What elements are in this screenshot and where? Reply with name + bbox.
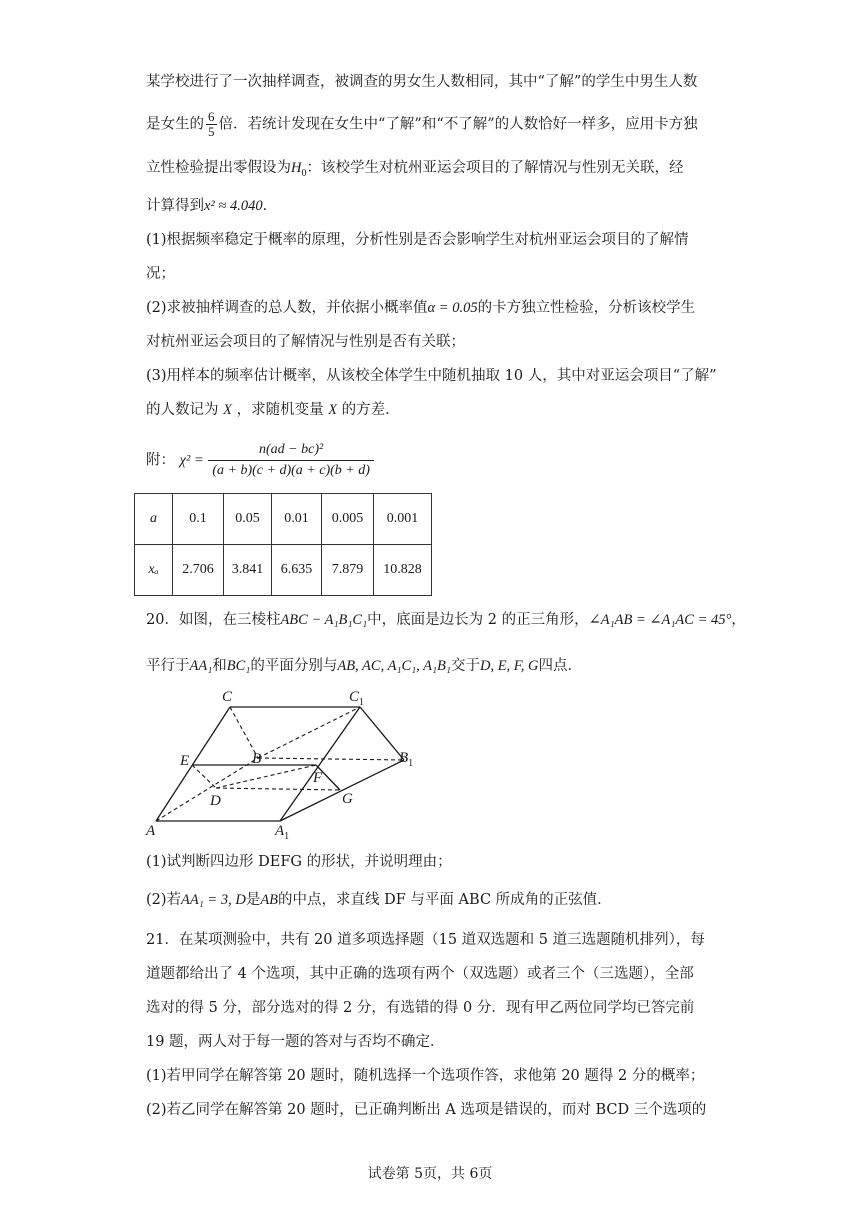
- q20-l1-post: ，: [731, 612, 746, 628]
- label-d: D: [210, 793, 221, 809]
- q19-part3-line2: [146, 400, 400, 420]
- q21-line2: 道题都给出了 4 个选项，其中正确的选项有两个（双选题）或者三个（三选题），全部: [146, 966, 694, 982]
- intro-l3-post: ：该校学生对杭州亚运会项目的了解情况与性别无关联，经: [306, 160, 684, 176]
- q19-part2-line1: [146, 298, 695, 318]
- q19-p3-mid: ，求随机变量: [236, 402, 324, 418]
- fraction-six-fifths: [206, 110, 217, 139]
- edge-e-d-hidden: [192, 765, 216, 788]
- label-g: G: [342, 791, 353, 807]
- q20-p2-pre: (2)若: [146, 892, 182, 908]
- table-head-xa: xₐ: [135, 545, 173, 596]
- table-cell: 0.001: [374, 494, 432, 545]
- q21-line3: 选对的得 5 分，部分选对的得 2 分，有选错的得 0 分．现有甲乙两位同学均已答完前: [146, 1000, 695, 1016]
- alpha-value: α = 0.05: [427, 300, 478, 316]
- point-list: D, E, F, G: [479, 658, 539, 674]
- label-b: B: [252, 751, 262, 767]
- intro-l2-pre: 是女生的: [146, 116, 204, 133]
- edge-b-b1-hidden: [258, 758, 404, 760]
- edge-aa1: AA₁: [189, 658, 213, 674]
- q19-p3-pre: 的人数记为: [146, 402, 219, 418]
- table-row: [135, 545, 432, 596]
- table-row: [135, 494, 432, 545]
- intro-line-3: [146, 158, 683, 184]
- q20-l2-post: 四点．: [538, 658, 583, 674]
- h0-symbol: [291, 160, 307, 179]
- table-head-a: a: [135, 494, 173, 545]
- var-x: X: [223, 402, 232, 418]
- edge-bc1: BC₁: [226, 658, 251, 674]
- intro-l4-post: ．: [262, 198, 278, 214]
- edge-c1-b1: [360, 707, 404, 760]
- table-cell: 0.005: [322, 494, 374, 545]
- formula-lhs: χ² =: [179, 452, 204, 469]
- intro-line-2: [146, 110, 698, 139]
- angle-condition: ∠A₁AB = ∠A₁AC = 45°: [588, 612, 732, 628]
- page-footer: 试卷第 5页，共 6页: [367, 1166, 493, 1182]
- intro-l4-pre: 计算得到: [146, 198, 204, 214]
- chi-value: x² ≈ 4.040: [204, 198, 263, 214]
- prism-name: ABC − A₁B₁C₁: [280, 612, 368, 628]
- q19-p3-post: 的方差．: [341, 402, 400, 418]
- table-cell: 10.828: [374, 545, 432, 596]
- table-cell: 0.01: [272, 494, 322, 545]
- label-a: A: [146, 823, 156, 839]
- q19-part2-line2: 对杭州亚运会项目的了解情况与性别是否有关联；: [146, 334, 465, 350]
- q20-p2-condition: AA₁ = 3, D: [181, 892, 246, 908]
- q19-p2-pre: (2)求被抽样调查的总人数，并依据小概率值: [146, 300, 428, 316]
- q19-part1-line2: 况；: [146, 266, 175, 282]
- table-cell: 2.706: [173, 545, 224, 596]
- q20-l2-and: 和: [212, 658, 227, 674]
- intro-l3-pre: 立性检验提出零假设为: [146, 160, 291, 176]
- q21-line4: 19 题，两人对于每一题的答对与否均不确定．: [146, 1034, 445, 1050]
- prism-figure: [140, 683, 430, 843]
- intro-line-1: 某学校进行了一次抽样调查，被调查的男女生人数相同，其中“了解”的学生中男生人数: [146, 74, 698, 90]
- label-e: E: [180, 753, 190, 769]
- formula-denominator: (a + b)(c + d)(a + c)(b + d): [212, 463, 370, 478]
- frac-numerator: 6: [208, 109, 215, 124]
- label-b1: $B_1$: [399, 750, 414, 769]
- label-f: F: [313, 770, 323, 786]
- q20-l2-pre: 平行于: [146, 658, 190, 674]
- q20-l1-mid: 中，底面是边长为 2 的正三角形，: [367, 612, 589, 628]
- table-cell: 0.05: [224, 494, 272, 545]
- critical-value-table: [134, 493, 432, 596]
- edge-b-c1-hidden: [258, 707, 360, 758]
- h-letter: H: [291, 160, 302, 176]
- formula-fraction: [208, 440, 374, 481]
- q20-line2: [146, 656, 582, 676]
- table-cell: 0.1: [173, 494, 224, 545]
- q19-p2-post: 的卡方独立性检验，分析该校学生: [477, 300, 696, 316]
- table-cell: 6.635: [272, 545, 322, 596]
- q20-part2: [146, 890, 612, 910]
- chi-formula: [146, 440, 374, 481]
- edge-d-f-hidden: [216, 765, 316, 788]
- table-cell: 7.879: [322, 545, 374, 596]
- intro-line-4: [146, 196, 277, 216]
- q21-part1: (1)若甲同学在解答第 20 题时，随机选择一个选项作答，求他第 20 题得 2 分的概率；: [146, 1068, 705, 1084]
- label-a1: $A_1$: [275, 823, 290, 842]
- q20-part1: (1)试判断四边形 DEFG 的形状，并说明理由；: [146, 854, 452, 870]
- intro-l2-post: 倍．若统计发现在女生中“了解”和“不了解”的人数恰好一样多，应用卡方独: [218, 116, 698, 133]
- edge-d-g-hidden: [216, 788, 340, 790]
- label-c1: $C_1$: [349, 689, 365, 708]
- edge-a-b-hidden: [156, 758, 258, 821]
- q20-l1-pre: 20．如图，在三棱柱: [146, 612, 281, 628]
- table-cell: 3.841: [224, 545, 272, 596]
- q21-part2: (2)若乙同学在解答第 20 题时，已正确判断出 A 选项是错误的，而对 BCD 三个选项的: [146, 1102, 707, 1118]
- q20-l2-mid2: 交于: [450, 658, 480, 674]
- q20-l2-mid: 的平面分别与: [250, 658, 338, 674]
- q21-line1: 21．在某项测验中，共有 20 道多项选择题（15 道双选题和 5 道三选题随机排列），每: [146, 932, 705, 948]
- q19-part3-line1: (3)用样本的频率估计概率，从该校全体学生中随机抽取 10 人，其中对亚运会项目“了解”: [146, 368, 717, 384]
- q20-line1: [146, 610, 746, 630]
- formula-numerator: n(ad − bc)²: [208, 440, 374, 461]
- label-c: C: [222, 689, 233, 705]
- frac-denominator: 5: [208, 124, 215, 139]
- q20-p2-mid: 是: [245, 892, 261, 908]
- edge-list: AB, AC, A₁C₁, A₁B₁: [337, 658, 451, 674]
- q20-p2-mid2: 的中点，求直线 DF 与平面 ABC 所成角的正弦值．: [278, 892, 612, 908]
- formula-label: 附：: [146, 452, 175, 469]
- q19-part1-line1: (1)根据频率稳定于概率的原理，分析性别是否会影响学生对杭州亚运会项目的了解情: [146, 232, 689, 248]
- h-subscript: 0: [301, 167, 307, 179]
- var-x: X: [328, 402, 338, 418]
- edge-ab: AB: [260, 892, 279, 908]
